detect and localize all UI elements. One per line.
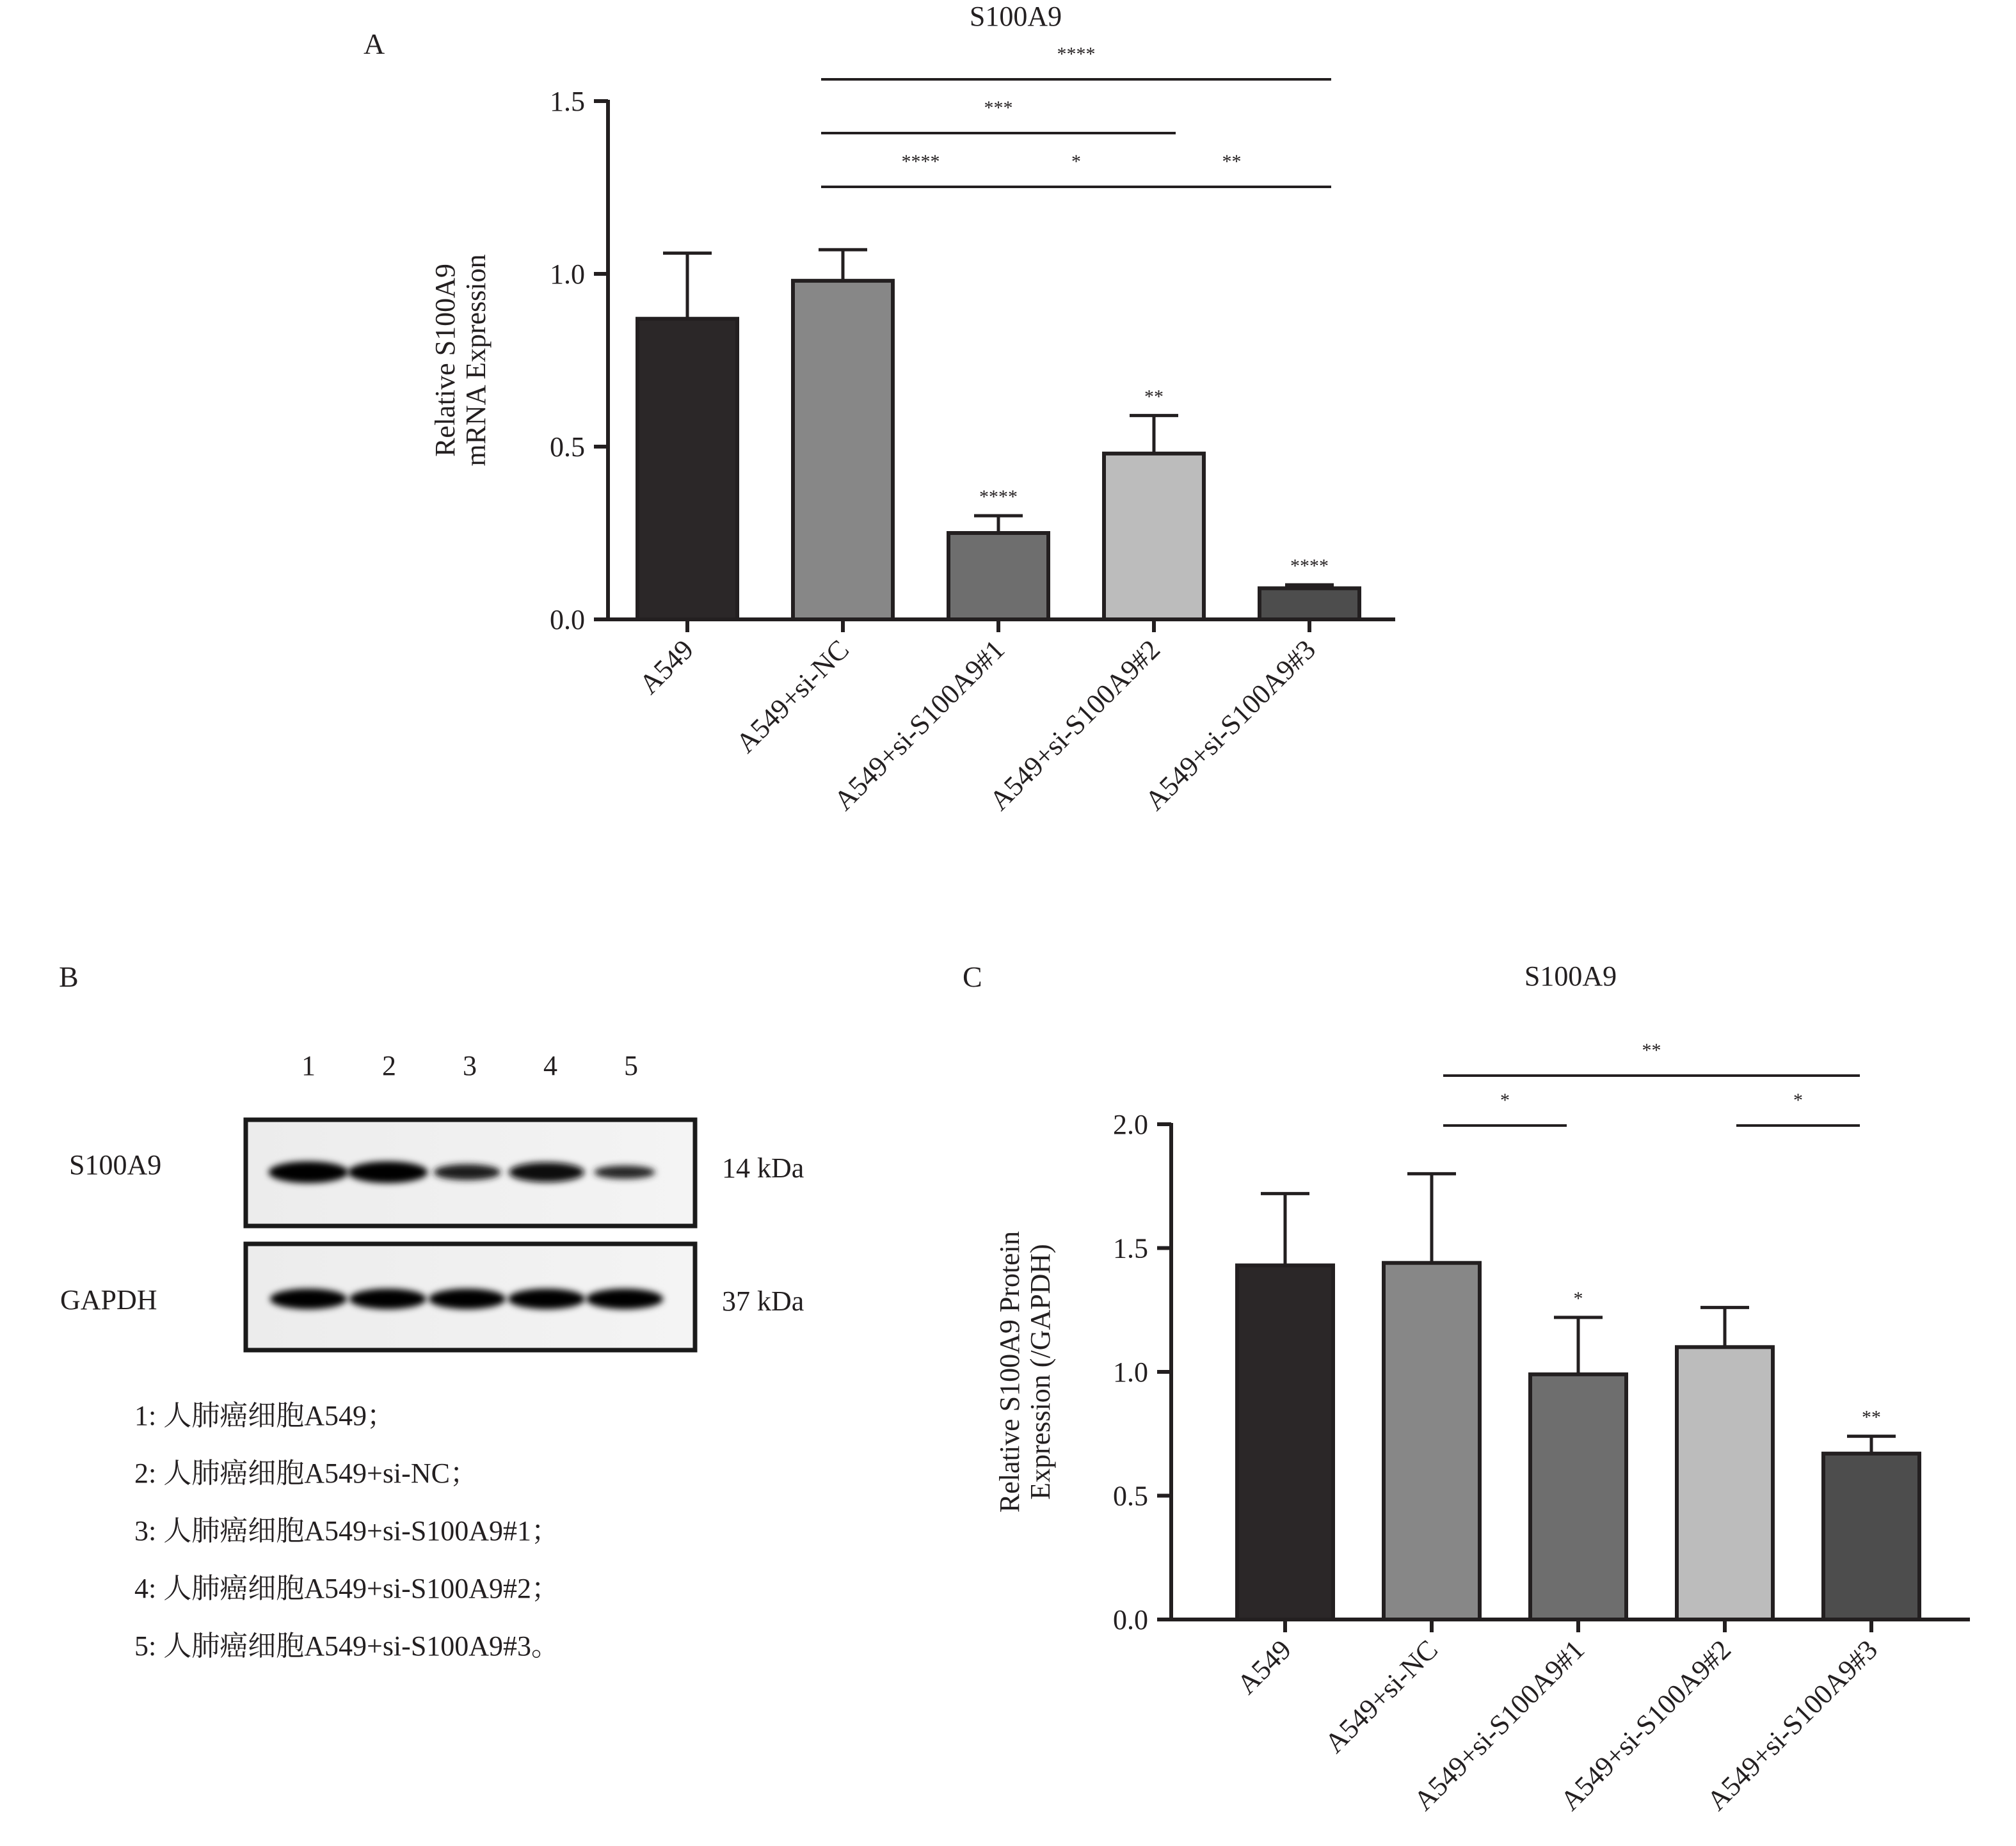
protein-label-gapdh: GAPDH — [60, 1284, 157, 1316]
bar — [948, 533, 1048, 619]
panel-a-letter: A — [364, 28, 385, 60]
y-tick-label: 1.0 — [550, 259, 585, 290]
lane-number: 1 — [301, 1050, 316, 1081]
significance-label: **** — [1057, 44, 1096, 65]
bar-significance-label: ** — [1144, 386, 1164, 408]
lane-number: 3 — [463, 1050, 477, 1081]
blot-band — [434, 1165, 501, 1181]
x-tick-label: A549+si-S100A9#1 — [1407, 1634, 1591, 1817]
y-tick-label: 2.0 — [1113, 1109, 1148, 1140]
x-tick-label: A549+si-S100A9#3 — [1700, 1634, 1884, 1817]
bar — [1530, 1374, 1626, 1619]
significance-label: * — [1793, 1090, 1803, 1111]
panel-b-letter: B — [59, 960, 79, 993]
blot-band — [508, 1289, 586, 1309]
blot-band — [349, 1289, 427, 1309]
significance-label: **** — [901, 151, 940, 172]
y-axis-label-line2: Expression (/GAPDH) — [1025, 1244, 1056, 1500]
bar — [1384, 1263, 1480, 1619]
bar — [1104, 454, 1204, 619]
y-tick-label: 0.5 — [550, 431, 585, 463]
legend-item: 3: 人肺癌细胞A549+si-S100A9#1； — [134, 1515, 560, 1547]
y-tick-label: 0.0 — [1113, 1604, 1148, 1635]
blot-band — [270, 1289, 348, 1309]
protein-label-s100a9: S100A9 — [69, 1149, 162, 1181]
significance-label: * — [1071, 151, 1081, 172]
blot-image — [237, 1113, 710, 1369]
blot-band — [594, 1166, 655, 1179]
chart-title: S100A9 — [1524, 960, 1617, 992]
y-axis-label-line2: mRNA Expression — [460, 254, 492, 466]
chart-title: S100A9 — [969, 1, 1062, 32]
x-tick-label: A549 — [633, 633, 700, 701]
bar-significance-label: * — [1573, 1287, 1583, 1309]
y-tick-label: 1.5 — [1113, 1232, 1148, 1264]
bar — [793, 281, 893, 619]
x-tick-label: A549+si-NC — [1318, 1634, 1444, 1760]
y-tick-label: 1.0 — [1113, 1357, 1148, 1388]
chart-a — [0, 0, 2016, 896]
significance-label: ** — [1222, 151, 1242, 172]
legend-item: 5: 人肺癌细胞A549+si-S100A9#3。 — [134, 1630, 560, 1662]
blot-band — [269, 1161, 349, 1183]
lane-number: 4 — [543, 1050, 557, 1081]
bar — [637, 319, 737, 619]
legend-item: 4: 人肺癌细胞A549+si-S100A9#2； — [134, 1573, 560, 1604]
size-label-gapdh: 37 kDa — [722, 1285, 804, 1317]
y-axis-title — [994, 1231, 1056, 1513]
lane-number: 5 — [624, 1050, 638, 1081]
x-tick-label: A549+si-S100A9#1 — [828, 633, 1011, 816]
blot-band — [586, 1289, 664, 1309]
y-axis-title — [429, 254, 492, 466]
bar — [1677, 1347, 1773, 1619]
bar — [1260, 588, 1359, 619]
x-tick-label: A549+si-NC — [730, 633, 856, 760]
y-axis-label-line1: Relative S100A9 Protein — [994, 1231, 1025, 1513]
y-tick-label: 0.5 — [1113, 1480, 1148, 1512]
blot-band — [348, 1161, 428, 1183]
significance-label: * — [1500, 1090, 1510, 1111]
significance-label: *** — [984, 97, 1013, 118]
x-tick-label: A549 — [1231, 1634, 1298, 1701]
x-tick-label: A549+si-S100A9#3 — [1139, 633, 1322, 816]
x-tick-label: A549+si-S100A9#2 — [983, 633, 1167, 816]
size-label-s100a9: 14 kDa — [722, 1152, 804, 1184]
significance-label: ** — [1642, 1040, 1661, 1061]
bands-gapdh — [270, 1289, 664, 1309]
y-tick-label: 0.0 — [550, 604, 585, 635]
bar — [1823, 1454, 1919, 1619]
x-tick-label: A549+si-S100A9#2 — [1554, 1634, 1738, 1817]
bar-significance-label: **** — [1290, 555, 1329, 577]
panel-c-letter: C — [963, 960, 982, 993]
y-tick-label: 1.5 — [550, 86, 585, 117]
y-axis-label-line1: Relative S100A9 — [429, 264, 461, 457]
blot-band — [509, 1163, 584, 1182]
lane-number: 2 — [382, 1050, 396, 1081]
blot-legend — [134, 1387, 559, 1675]
bar — [1237, 1266, 1333, 1619]
legend-item: 2: 人肺癌细胞A549+si-NC； — [134, 1458, 478, 1489]
blot-band — [429, 1289, 506, 1309]
bar-significance-label: **** — [979, 486, 1018, 507]
legend-item: 1: 人肺癌细胞A549； — [134, 1400, 395, 1431]
bar-significance-label: ** — [1862, 1406, 1881, 1428]
